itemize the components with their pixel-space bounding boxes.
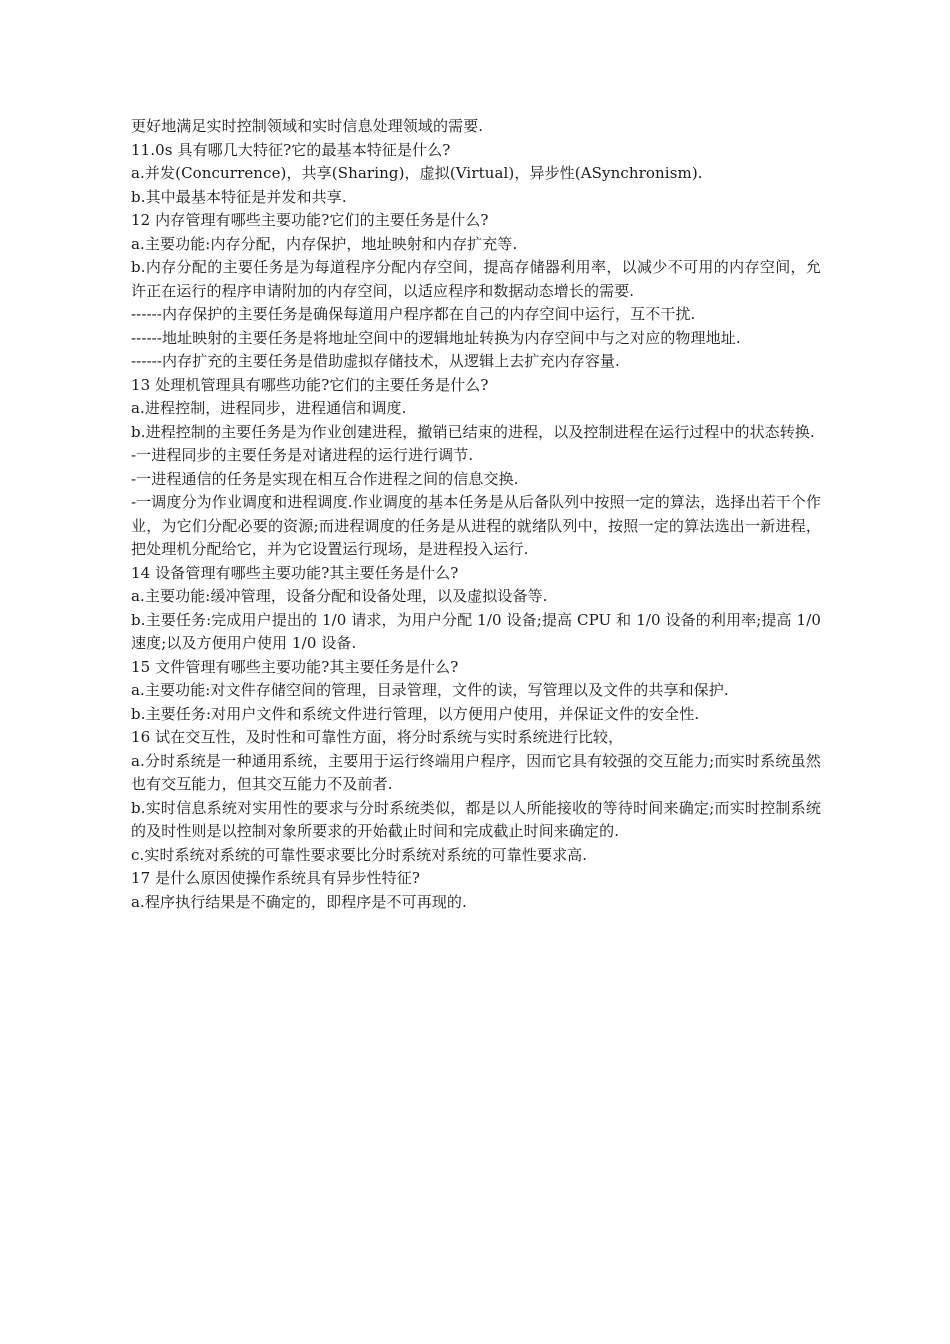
paragraph-line: ------内存扩充的主要任务是借助虚拟存储技术，从逻辑上去扩充内存容量. bbox=[131, 352, 620, 370]
paragraph-line: b.主要任务:完成用户提出的 1/0 请求，为用户分配 1/0 设备;提高 CPU 和 1/0 设备的利用率;提高 1/0 速度;以及方便用户使用 1/0 设备. bbox=[131, 610, 821, 652]
paragraph-line: a.主要功能:内存分配，内存保护，地址映射和内存扩充等. bbox=[131, 234, 518, 253]
paragraph-line: a.程序执行结果是不确定的，即程序是不可再现的. bbox=[131, 892, 467, 911]
question-heading: 12 内存管理有哪些主要功能?它们的主要任务是什么? bbox=[131, 211, 489, 229]
paragraph-line: -一进程通信的任务是实现在相互合作进程之间的信息交换. bbox=[131, 469, 519, 488]
paragraph-line: 更好地满足实时控制领域和实时信息处理领域的需要. bbox=[131, 117, 484, 135]
question-heading: 16 试在交互性，及时性和可靠性方面，将分时系统与实时系统进行比较， bbox=[131, 728, 624, 746]
paragraph-line: -一进程同步的主要任务是对诸进程的运行进行调节. bbox=[131, 446, 474, 464]
paragraph-line: ------内存保护的主要任务是确保每道用户程序都在自己的内存空间中运行，互不干扰. bbox=[131, 305, 696, 323]
paragraph-line: -一调度分为作业调度和进程调度.作业调度的基本任务是从后备队列中按照一定的算法，选择出若干个作业，为它们分配必要的资源;而进程调度的任务是从进程的就绪队列中，按照一定的算法选出一新进程，把处理机分配给它，并为它设置运行现场，是进程投入运行. bbox=[131, 493, 821, 558]
question-heading: 15 文件管理有哪些主要功能?其主要任务是什么? bbox=[131, 657, 459, 676]
paragraph-line: a.进程控制，进程同步，进程通信和调度. bbox=[131, 399, 407, 417]
paragraph-line: a.主要功能:对文件存储空间的管理，目录管理，文件的读，写管理以及文件的共享和保护. bbox=[131, 681, 729, 699]
paragraph-line: b.其中最基本特征是并发和共享. bbox=[131, 187, 347, 206]
question-heading: 14 设备管理有哪些主要功能?其主要任务是什么? bbox=[131, 563, 459, 582]
paragraph-line: b.内存分配的主要任务是为每道程序分配内存空间，提高存储器利用率，以减少不可用的内存空间，允许正在运行的程序申请附加的内存空间，以适应程序和数据动态增长的需要. bbox=[131, 258, 821, 300]
question-heading: 13 处理机管理具有哪些功能?它们的主要任务是什么? bbox=[131, 375, 489, 394]
paragraph-line: b.实时信息系统对实用性的要求与分时系统类似，都是以人所能接收的等待时间来确定;而实时控制系统的及时性则是以控制对象所要求的开始截止时间和完成截止时间来确定的. bbox=[131, 798, 821, 840]
question-heading: 17 是什么原因使操作系统具有异步性特征? bbox=[131, 869, 420, 887]
paragraph-line: a.并发(Concurrence)，共享(Sharing)，虚拟(Virtual)，异步性(ASynchronism). bbox=[131, 164, 703, 182]
paragraph-line: b.主要任务:对用户文件和系统文件进行管理，以方便用户使用，并保证文件的安全性. bbox=[131, 704, 700, 723]
question-heading: 11.0s 具有哪几大特征?它的最基本特征是什么? bbox=[131, 140, 451, 159]
document-body bbox=[131, 115, 821, 914]
paragraph-line: ------地址映射的主要任务是将地址空间中的逻辑地址转换为内存空间中与之对应的物理地址. bbox=[131, 328, 741, 347]
paragraph-line: c.实时系统对系统的可靠性要求要比分时系统对系统的可靠性要求高. bbox=[131, 845, 588, 864]
paragraph-line: a.主要功能:缓冲管理，设备分配和设备处理，以及虚拟设备等. bbox=[131, 587, 548, 605]
paragraph-line: b.进程控制的主要任务是为作业创建进程，撤销已结束的进程，以及控制进程在运行过程中的状态转换. bbox=[131, 422, 815, 441]
paragraph-line: a.分时系统是一种通用系统，主要用于运行终端用户程序，因而它具有较强的交互能力;而实时系统虽然也有交互能力，但其交互能力不及前者. bbox=[131, 751, 821, 793]
